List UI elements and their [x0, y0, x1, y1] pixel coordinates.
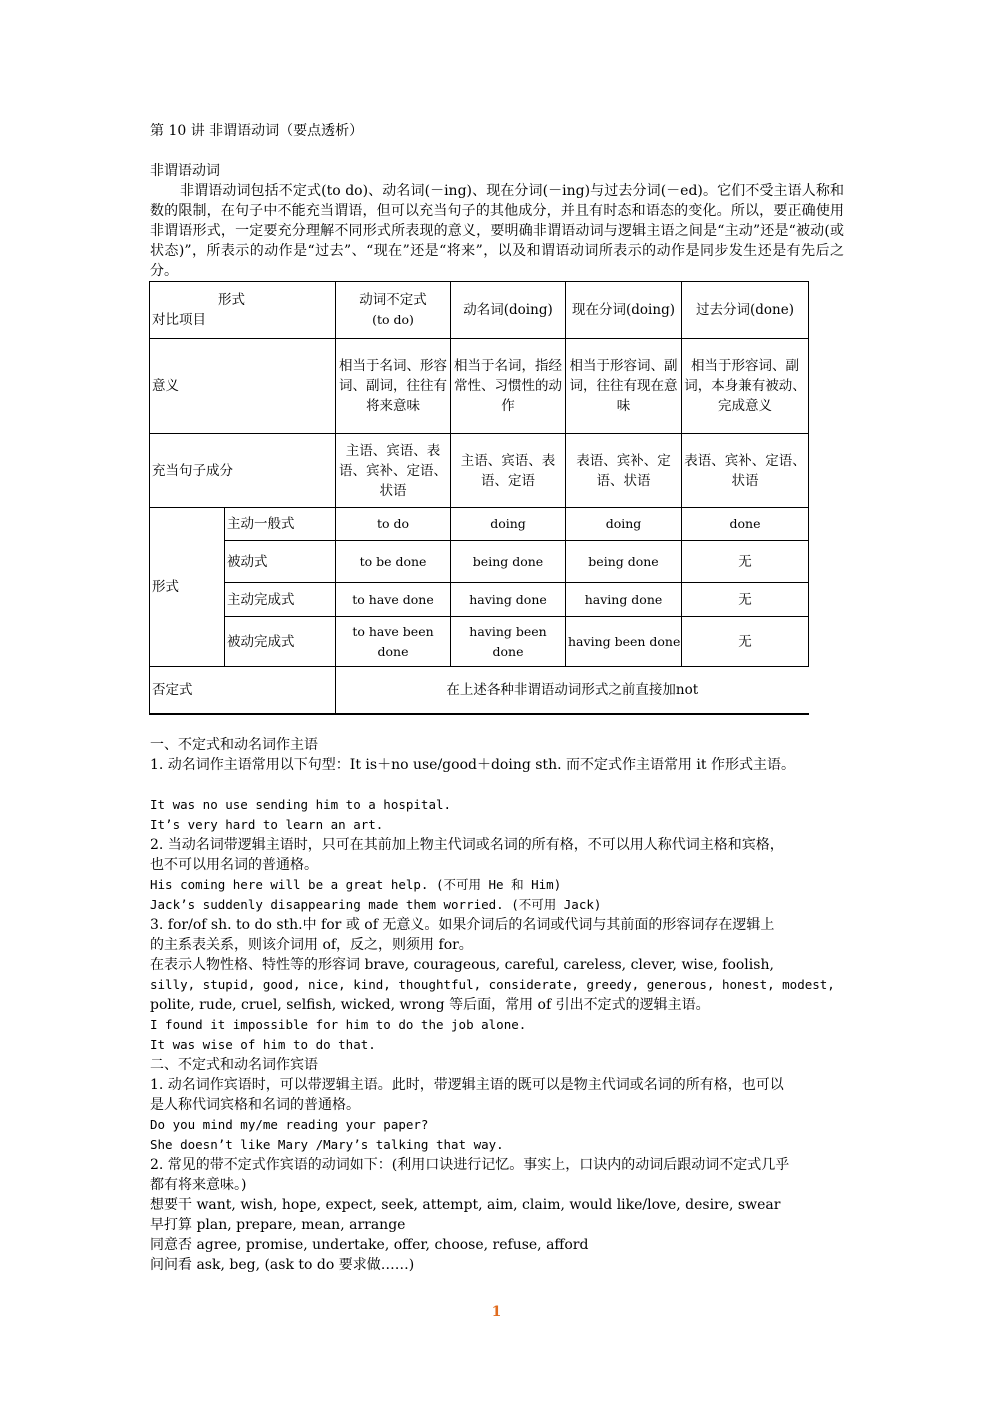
body-line: polite, rude, cruel, selfish, wicked, wrong 等后面，常用 of 引出不定式的逻辑主语。: [150, 997, 710, 1013]
body-line: It’s very hard to learn an art.: [150, 817, 384, 832]
body-line: silly, stupid, good, nice, kind, thoughtful, considerate, greedy, generous, honest, modest,: [150, 977, 835, 992]
meaning-row: [150, 339, 809, 434]
body-line: 2. 当动名词带逻辑主语时，只可在其前加上物主代词或名词的所有格，不可以用人称代词主格和宾格，: [150, 837, 784, 853]
body-line: 都有将来意味。): [150, 1177, 247, 1193]
intro-text: 非谓语动词包括不定式(to do)、动名词(－ing)、现在分词(－ing)与过去分词(－ed)。它们不受主语人称和数的限制，在句子中不能充当谓语，但可以充当句子的其他成分，并且有时态和语态的变化。所以，要正确使用非谓语形式，一定要充分理解不同形式所表现的意义，要明确非谓语动词与逻辑主语之间是“主动”还是“被动(或状态)”，所表示的动作是“过去”、“现在”还是“将来”，以及和谓语动词所表示的动作是同步发生还是有先后之分。: [150, 183, 844, 279]
table-cell: 相当于名词、形容词、副词，往往有将来意味: [336, 339, 451, 434]
body-line: Do you mind my/me reading your paper?: [150, 1117, 429, 1132]
body-line: 1. 动名词作宾语时，可以带逻辑主语。此时，带逻辑主语的既可以是物主代词或名词的所有格，也可以: [150, 1077, 784, 1093]
row-label-negation: 否定式: [150, 667, 336, 714]
header-infinitive: [336, 282, 451, 339]
table-cell: 主语、宾语、表语、宾补、定语、状语: [336, 434, 451, 508]
body-line: I found it impossible for him to do the job alone.: [150, 1017, 527, 1032]
form-sublabel: 主动完成式: [225, 583, 336, 617]
form-row: [150, 583, 809, 617]
body-line: She doesn’t like Mary /Mary’s talking that way.: [150, 1137, 504, 1152]
body-line: [150, 775, 850, 795]
corner-cell: [150, 282, 336, 339]
table-cell: having done: [566, 583, 682, 617]
body-line: 早打算 plan, prepare, mean, arrange: [150, 1217, 406, 1233]
header-present-participle: 现在分词(doing): [566, 282, 682, 339]
row-label-role: 充当句子成分: [150, 434, 336, 508]
table-cell: having been done: [451, 617, 566, 667]
table-cell: having done: [451, 583, 566, 617]
table-cell: 表语、宾补、定语、状语: [682, 434, 809, 508]
table-cell: being done: [566, 541, 682, 583]
body-line: Jack’s suddenly disappearing made them worried. (不可用 Jack): [150, 897, 602, 912]
form-sublabel: 被动式: [225, 541, 336, 583]
table-cell: done: [682, 508, 809, 541]
body-line: It was no use sending him to a hospital.: [150, 797, 452, 812]
negation-text: 在上述各种非谓语动词形式之前直接加not: [336, 667, 809, 714]
table-cell: to be done: [336, 541, 451, 583]
table-header-row: [150, 282, 809, 339]
body-line: 问问看 ask, beg, (ask to do 要求做……): [150, 1257, 415, 1273]
table-cell: 无: [682, 617, 809, 667]
form-row: [150, 508, 809, 541]
table-cell: 无: [682, 541, 809, 583]
table-cell: to do: [336, 508, 451, 541]
table-cell: 相当于形容词、副词，本身兼有被动、完成意义: [682, 339, 809, 434]
page-number: 1: [491, 1304, 502, 1320]
table-cell: to have been done: [336, 617, 451, 667]
corner-bottom-label: 对比项目: [152, 312, 206, 328]
header-gerund: 动名词(doing): [451, 282, 566, 339]
table-cell: 主语、宾语、表语、定语: [451, 434, 566, 508]
body-line: 是人称代词宾格和名词的普通格。: [150, 1097, 360, 1113]
body-line: 想要干 want, wish, hope, expect, seek, attempt, aim, claim, would like/love, desire, swear: [150, 1197, 781, 1213]
body-text: [150, 735, 850, 1275]
table-cell: having been done: [566, 617, 682, 667]
header-past-participle: 过去分词(done): [682, 282, 809, 339]
table-cell: doing: [451, 508, 566, 541]
form-sublabel: 主动一般式: [225, 508, 336, 541]
form-sublabel: 被动完成式: [225, 617, 336, 667]
body-line: His coming here will be a great help. (不可用 He 和 Him): [150, 877, 562, 892]
header-sub: (to do): [372, 312, 414, 327]
body-line: 3. for/of sh. to do sth.中 for 或 of 无意义。如果介词后的名词或代词与其前面的形容词存在逻辑上: [150, 917, 775, 933]
table-cell: being done: [451, 541, 566, 583]
corner-top-label: 形式: [218, 292, 245, 308]
header-main: 动词不定式: [359, 292, 427, 308]
table-cell: 表语、宾补、定语、状语: [566, 434, 682, 508]
body-line: 1. 动名词作主语常用以下句型：It is＋no use/good＋doing sth. 而不定式作主语常用 it 作形式主语。: [150, 757, 795, 773]
body-line: 二、不定式和动名词作宾语: [150, 1057, 318, 1073]
table-cell: 相当于名词，指经常性、习惯性的动作: [451, 339, 566, 434]
form-row: [150, 541, 809, 583]
form-row: [150, 617, 809, 667]
comparison-table: [149, 281, 809, 715]
body-line: 也不可以用名词的普通格。: [150, 857, 318, 873]
table-cell: doing: [566, 508, 682, 541]
table-cell: to have done: [336, 583, 451, 617]
body-line: It was wise of him to do that.: [150, 1037, 376, 1052]
section-heading: 非谓语动词: [150, 163, 220, 179]
lesson-title: 第 10 讲 非谓语动词（要点透析）: [150, 123, 364, 139]
body-line: 的主系表关系，则该介词用 of，反之，则须用 for。: [150, 937, 473, 953]
table-cell: 无: [682, 583, 809, 617]
role-row: [150, 434, 809, 508]
intro-paragraph: [150, 181, 844, 281]
row-label-form: 形式: [150, 508, 225, 667]
body-line: 一、不定式和动名词作主语: [150, 737, 318, 753]
table-cell: 相当于形容词、副词，往往有现在意味: [566, 339, 682, 434]
body-line: 同意否 agree, promise, undertake, offer, choose, refuse, afford: [150, 1237, 589, 1253]
body-line: 2. 常见的带不定式作宾语的动词如下：(利用口诀进行记忆。事实上，口诀内的动词后跟动词不定式几乎: [150, 1157, 790, 1173]
negation-row: [150, 667, 809, 714]
row-label-meaning: 意义: [150, 339, 336, 434]
body-line: 在表示人物性格、特性等的形容词 brave, courageous, careful, careless, clever, wise, foolish,: [150, 957, 774, 973]
